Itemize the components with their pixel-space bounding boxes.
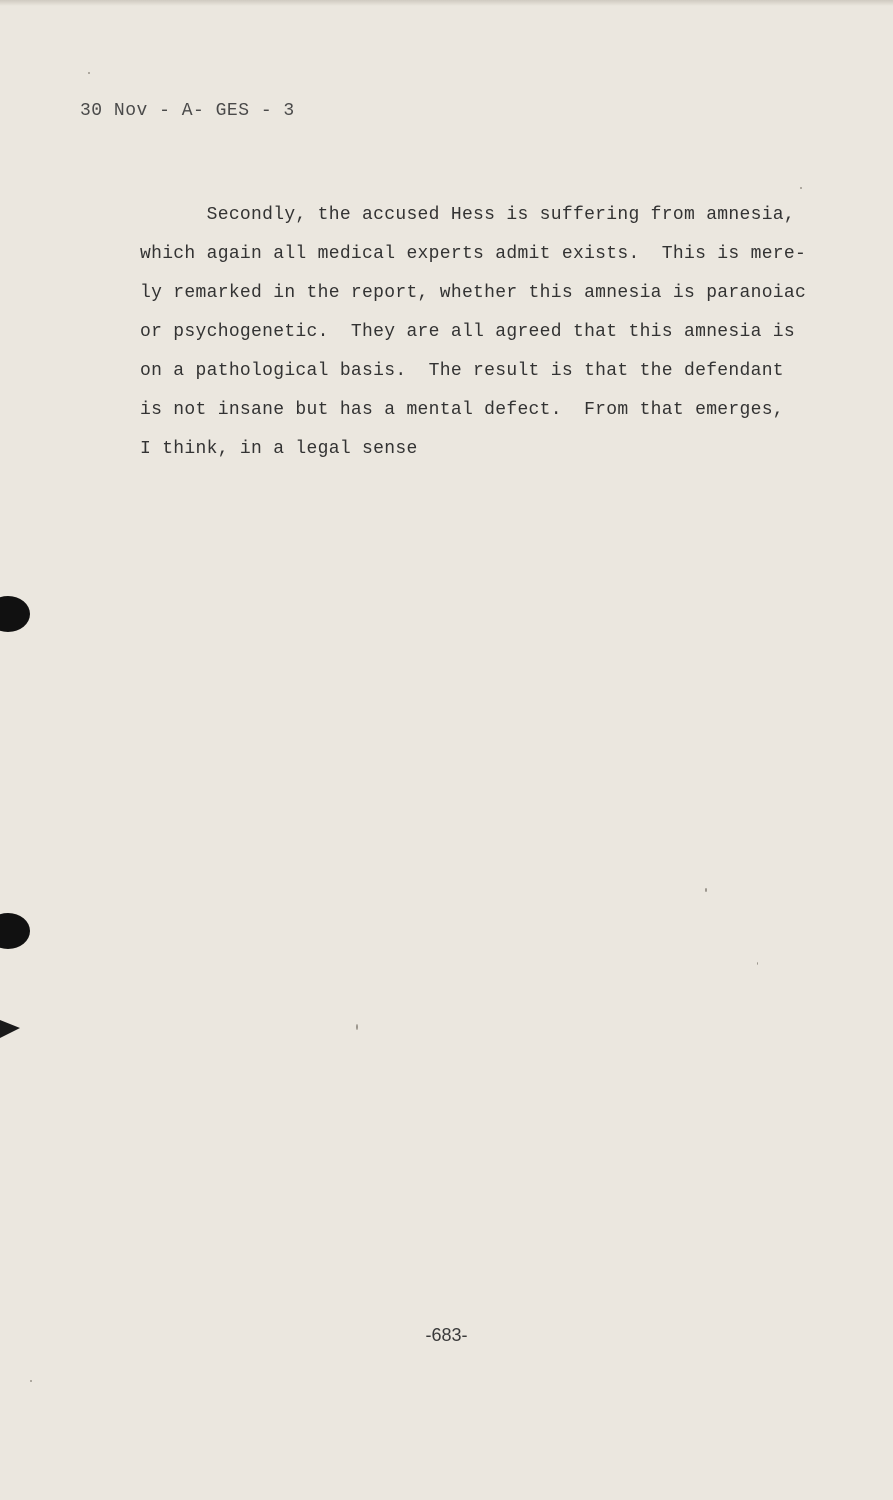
paragraph-line: ly remarked in the report, whether this amnesia is paranoiac <box>140 283 807 303</box>
page-header: 30 Nov - A- GES - 3 <box>80 101 295 121</box>
paragraph-line: or psychogenetic. They are all agreed that this amnesia is <box>140 322 796 342</box>
paragraph-line: Secondly, the accused Hess is suffering from amnesia, <box>140 205 796 225</box>
paragraph-line: on a pathological basis. The result is that the defendant <box>140 361 784 381</box>
paper-speck <box>88 72 90 74</box>
paper-speck <box>356 1024 358 1030</box>
paper-speck <box>757 962 758 965</box>
paragraph-line: is not insane but has a mental defect. From that emerges, <box>140 400 784 420</box>
paper-speck <box>30 1380 32 1382</box>
binding-tab-mark <box>0 1020 20 1038</box>
paper-speck <box>705 888 707 892</box>
punch-hole-upper <box>0 596 30 632</box>
page-top-edge <box>0 0 893 6</box>
body-paragraph <box>140 196 840 469</box>
page-number: -683- <box>425 1325 468 1345</box>
paper-speck <box>800 187 802 189</box>
paragraph-line: which again all medical experts admit exists. This is mere- <box>140 244 807 264</box>
punch-hole-lower <box>0 913 30 949</box>
paragraph-line: I think, in a legal sense <box>140 439 418 459</box>
